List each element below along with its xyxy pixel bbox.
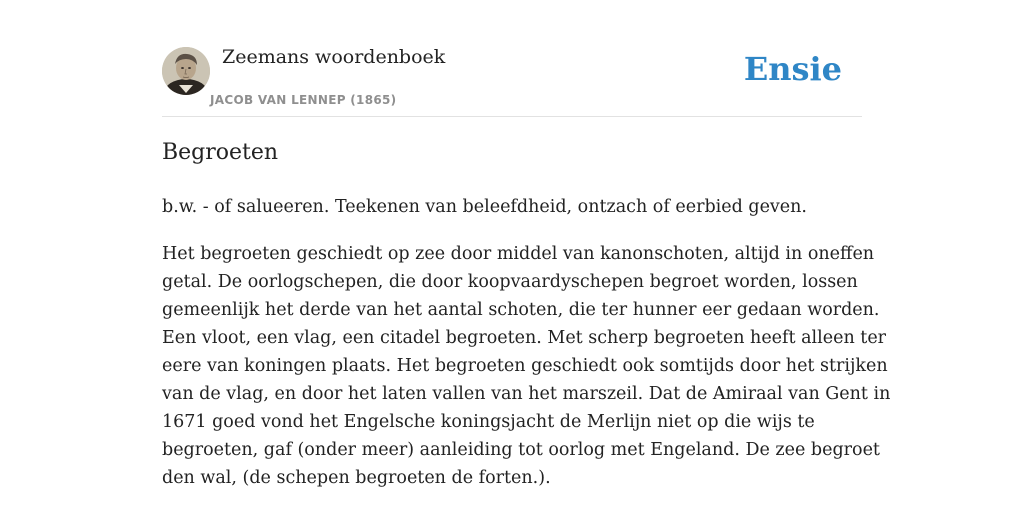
entry-body — [162, 240, 891, 492]
author-avatar[interactable] — [162, 47, 210, 95]
author-name[interactable]: JACOB VAN LENNEP (1865) — [210, 93, 397, 107]
body-line: getal. De oorlogschepen, die door koopvaardyschepen begroet worden, lossen — [162, 272, 858, 292]
body-line: Een vloot, een vlag, een citadel begroeten. Met scherp begroeten heeft alleen ter — [162, 328, 887, 348]
body-line: begroeten, gaf (onder meer) aanleiding tot oorlog met Engeland. De zee begroet — [162, 440, 880, 460]
portrait-icon — [162, 47, 210, 95]
entry-title: Begroeten — [162, 140, 279, 165]
body-line: Het begroeten geschiedt op zee door middel van kanonschoten, altijd in oneffen — [162, 244, 875, 264]
body-line: van de vlag, en door het laten vallen van het marszeil. Dat de Amiraal van Gent in — [162, 384, 891, 404]
page-header — [162, 46, 862, 117]
body-line: den wal, (de schepen begroeten de forten.). — [162, 468, 551, 488]
body-line: gemeenlijk het derde van het aantal schoten, die ter hunner eer gedaan worden. — [162, 300, 880, 320]
body-line: eere van koningen plaats. Het begroeten geschiedt ook somtijds door het strijken — [162, 356, 888, 376]
book-title[interactable]: Zeemans woordenboek — [222, 46, 446, 68]
entry-definition: b.w. - of salueeren. Teekenen van beleefdheid, ontzach of eerbied geven. — [162, 197, 807, 217]
body-line: 1671 goed vond het Engelsche koningsjacht de Merlijn niet op die wijs te — [162, 412, 815, 432]
ensie-logo[interactable]: Ensie — [743, 50, 842, 88]
